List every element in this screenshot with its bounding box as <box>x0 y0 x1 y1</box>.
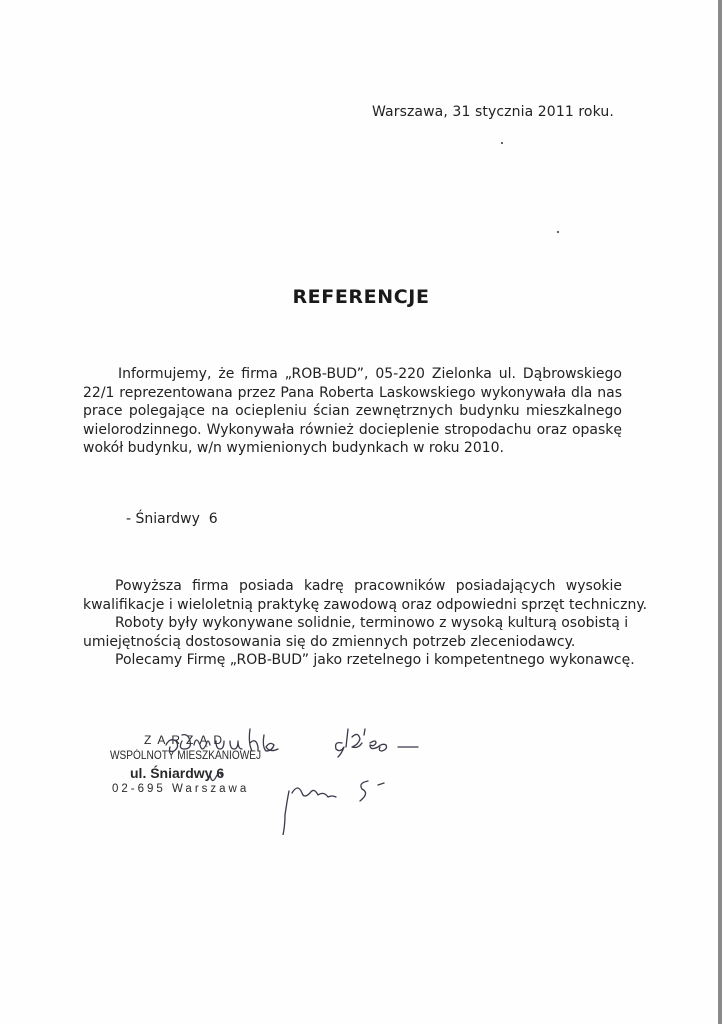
paragraph-line: Powyższa firma posiada kadrę pracowników posiadających wysokie <box>115 578 622 594</box>
paragraph-line: prace polegające na ociepleniu ścian zewnętrznych budynku mieszkalnego <box>83 403 622 419</box>
stamp-line-community: WSPÓLNOTY MIESZKANIOWEJ <box>110 750 262 762</box>
paragraph-recommendation <box>83 577 648 670</box>
paragraph-line: wielorodzinnego. Wykonywała również docieplenie stropodachu oraz opaskę <box>83 421 622 438</box>
stamp-line-city: 02-695 Warszawa <box>112 783 250 795</box>
signature-stroke <box>292 788 336 797</box>
place-and-date: Warszawa, 31 stycznia 2011 roku. <box>372 104 614 120</box>
signature-stroke <box>210 773 289 835</box>
stamp-line-board: ZARZĄD <box>144 733 228 747</box>
paragraph-intro <box>83 365 622 458</box>
paragraph-line: Roboty były wykonywane solidnie, terminowo z wysoką kulturą osobistą i <box>115 615 629 631</box>
paragraph-line: wokół budynku, w/n wymienionych budynkach w roku 2010. <box>83 440 505 456</box>
signature-stroke <box>166 729 278 752</box>
stamp-line-street: ul. Śniardwy 6 <box>130 765 225 781</box>
document-title: REFERENCJE <box>292 286 430 308</box>
handwritten-signature <box>100 715 440 835</box>
scan-speck <box>501 142 503 144</box>
signature-stroke <box>360 781 384 801</box>
scan-speck <box>557 231 559 233</box>
scan-edge-bar <box>718 0 722 1024</box>
paragraph-line: Informujemy, że firma „ROB-BUD”, 05-220 Zielonka ul. Dąbrowskiego <box>118 366 622 382</box>
paragraph-line: 22/1 reprezentowana przez Pana Roberta Laskowskiego wykonywała dla nas <box>83 384 622 401</box>
signature-stroke <box>336 729 418 757</box>
paragraph-line: Polecamy Firmę „ROB-BUD” jako rzetelnego i kompetentnego wykonawcę. <box>115 652 635 668</box>
paragraph-line: umiejętnością dostosowania się do zmiennych potrzeb zleceniodawcy. <box>83 633 576 650</box>
paragraph-line: kwalifikacje i wieloletnią praktykę zawodową oraz odpowiedni sprzęt techniczny. <box>83 596 648 613</box>
building-list-item: - Śniardwy 6 <box>126 511 218 527</box>
